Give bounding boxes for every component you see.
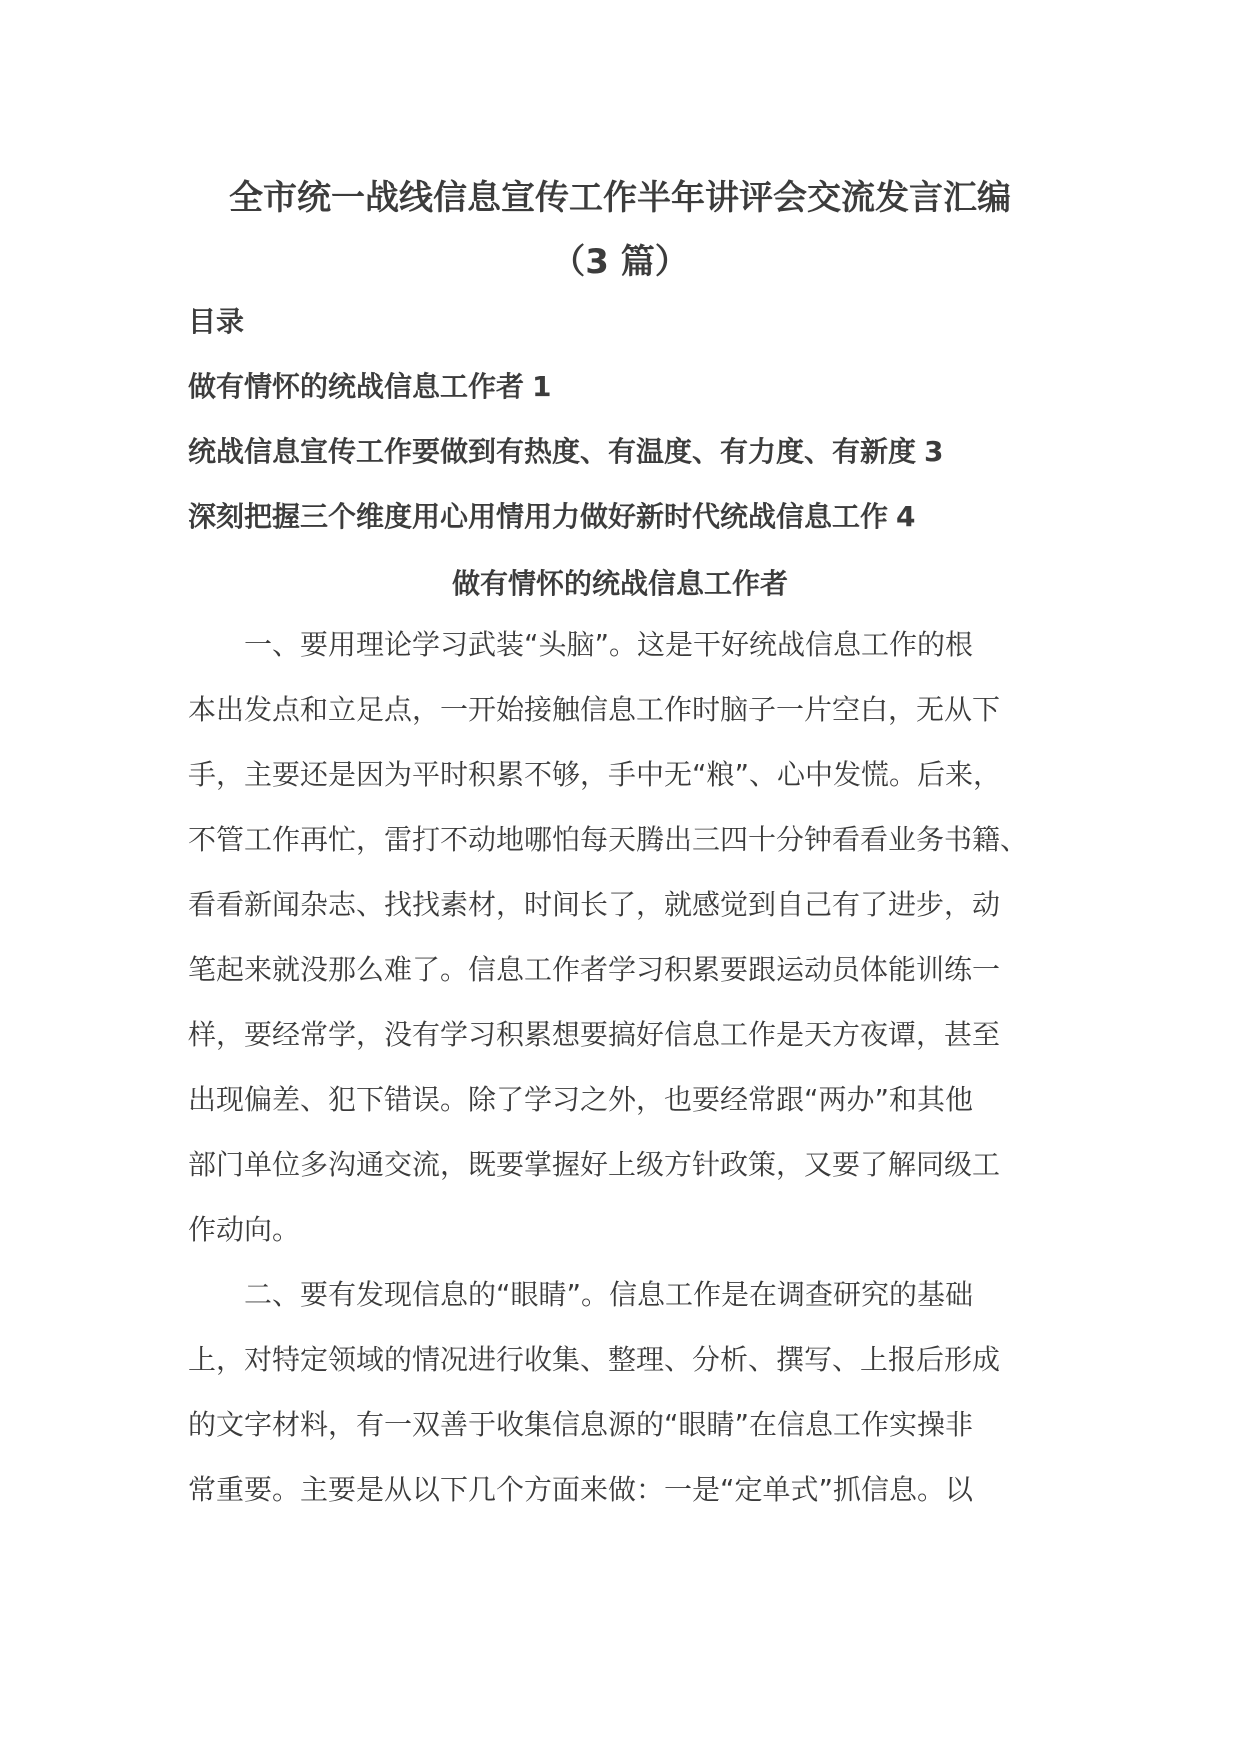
text-line: 不管工作再忙，雷打不动地哪怕每天腾出三四十分钟看看业务书籍、: [188, 823, 1029, 856]
text-line: 手，主要还是因为平时积累不够，手中无“粮”、心中发慌。后来，: [188, 758, 1002, 791]
document-subtitle: （3 篇）: [551, 242, 689, 282]
toc-item-label: 深刻把握三个维度用心用情用力做好新时代统战信息工作: [188, 500, 889, 533]
text-line: 作动向。: [188, 1213, 301, 1246]
text-line: 出现偏差、犯下错误。除了学习之外，也要经常跟“两办”和其他: [188, 1083, 974, 1116]
document-title: 全市统一战线信息宣传工作半年讲评会交流发言汇编: [229, 178, 1011, 218]
toc-item-page: 3: [924, 435, 944, 468]
toc-item-page: 1: [532, 370, 552, 403]
text-line: 二、要有发现信息的“眼睛”。信息工作是在调查研究的基础: [188, 1278, 974, 1311]
text-line: 常重要。主要是从以下几个方面来做：一是“定单式”抓信息。以: [188, 1473, 974, 1506]
text-line: 笔起来就没那么难了。信息工作者学习积累要跟运动员体能训练一: [188, 953, 1001, 986]
text-line: 一、要用理论学习武装“头脑”。这是干好统战信息工作的根: [188, 628, 974, 661]
table-of-contents: [188, 305, 1088, 565]
body-text: [188, 628, 1068, 1538]
toc-heading: 目录: [188, 305, 245, 338]
text-line: 部门单位多沟通交流，既要掌握好上级方针政策，又要了解同级工: [188, 1148, 1001, 1181]
text-line: 看看新闻杂志、找找素材，时间长了，就感觉到自己有了进步，动: [188, 888, 1001, 921]
toc-item: [188, 435, 1088, 500]
toc-item: [188, 500, 1088, 565]
toc-item-label: 统战信息宣传工作要做到有热度、有温度、有力度、有新度: [188, 435, 917, 468]
text-line: 的文字材料，有一双善于收集信息源的“眼睛”在信息工作实操非: [188, 1408, 974, 1441]
text-line: 本出发点和立足点，一开始接触信息工作时脑子一片空白，无从下: [188, 693, 1001, 726]
toc-item-page: 4: [896, 500, 916, 533]
toc-item: [188, 370, 1088, 435]
section-title: 做有情怀的统战信息工作者: [451, 567, 788, 600]
toc-item-label: 做有情怀的统战信息工作者: [188, 370, 525, 403]
text-line: 上，对特定领域的情况进行收集、整理、分析、撰写、上报后形成: [188, 1343, 1001, 1376]
text-line: 样，要经常学，没有学习积累想要搞好信息工作是天方夜谭，甚至: [188, 1018, 1001, 1051]
